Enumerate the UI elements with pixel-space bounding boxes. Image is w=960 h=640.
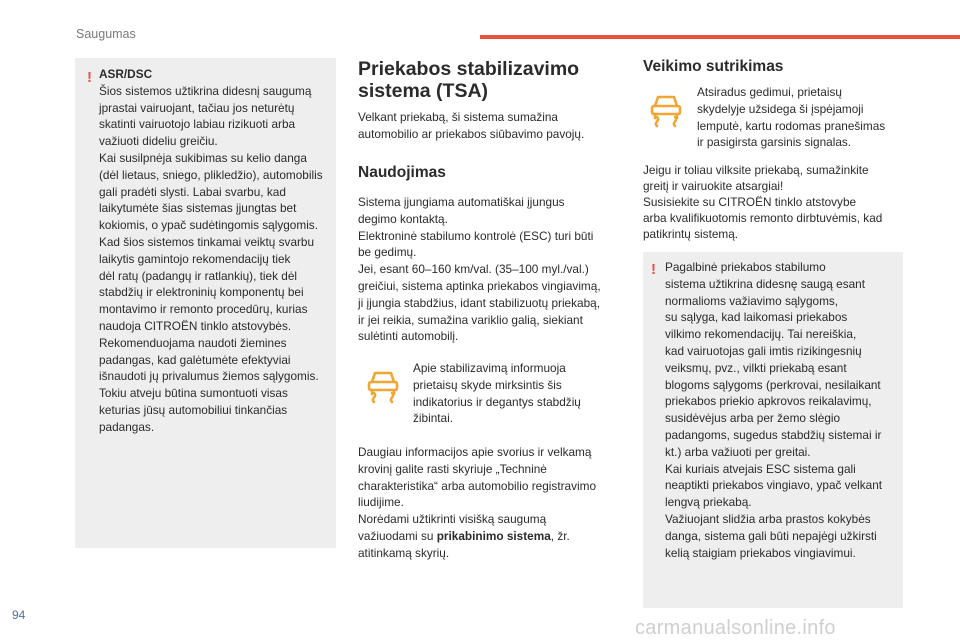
usage-text: Sistema įjungiama automatiškai įjungus degimo kontaktą. Elektroninė stabilumo kontrolė (ESC) turi būti be gedimų. Jei, esant 60–160 km/val. (35–100 myl./val.) greičiui, sistema aptinka priekabos vingiavimą, ji įjungia stabdžius, idant stabilizuotų priekabą, ir jei reikia, sumažina variklio galią, siekiant sulėtinti automobilį.	[358, 195, 601, 344]
malfunction-advice-text: Jeigu ir toliau vilksite priekabą, sumažinkite greitį ir vairuokite atsargiai! Susisiekite su CITROËN tinklo atstovybe arba kvalifikuotomis remonto dirbtuvėmis, kad patikrintų sistemą.	[643, 163, 883, 241]
more-info-end: , žr. atitinkamą skyrių.	[358, 528, 570, 560]
asr-dsc-warning-content	[99, 66, 331, 436]
malfunction-warning-lamp-icon	[649, 92, 683, 128]
towing-system-link-text: prikabinimo sistema	[436, 528, 551, 543]
malfunction-heading: Veikimo sutrikimas	[643, 58, 784, 75]
section-label: Saugumas	[76, 27, 136, 41]
tsa-section-title: Priekabos stabilizavimo sistema (TSA)	[358, 58, 580, 102]
header-accent-rule	[480, 35, 960, 39]
asr-dsc-warning-title: ASR/DSC	[99, 67, 153, 81]
watermark: carmanualsonline.info	[635, 617, 836, 639]
more-info-lead: Daugiau informacijos apie svorius ir velkamą krovinį galite rasti skyriuje „Techninė charakteristika“ arba automobilio registravimo liudijime. Norėdami užtikrinti visišką saugumą važiuodami su	[358, 445, 596, 543]
page-number: 94	[12, 608, 26, 622]
malfunction-text: Atsiradus gedimui, prietaisų skydelyje užsidega ši įspėjamoji lemputė, kartu rodomas pranešimas ir pasigirsta garsinis signalas.	[697, 85, 886, 150]
tsa-intro-text: Velkant priekabą, ši sistema sumažina automobilio ar priekabos siūbavimo pavojų.	[358, 110, 585, 141]
indicator-info-text: Apie stabilizavimą informuoja prietaisų skyde mirksintis šis indikatorius ir degantys stabdžių žibintai.	[413, 361, 581, 426]
trailer-stability-warning-body: Pagalbinė priekabos stabilumo sistema užtikrina didesnę saugą esant normalioms važiavimo sąlygoms, su sąlyga, kad laikomasi priekabos vilkimo rekomendacijų. Tai nereiškia, kad vairuotojas gali imtis rizikingesnių veiksmų, pvz., vilkti priekabą esant blogoms sąlygoms (perkrovai, nesilaikant priekabos priekio apkrovos reikalavimų, susidėvėjus arba per žemo slėgio padangoms, sugedus stabdžių sistemai ir kt.) arba važiuoti per greitai. Kai kuriais atvejais ESC sistema gali neaptikti priekabos vingiavo, ypač velkant lengvą priekabą. Važiuojant slidžia arba prastos kokybės danga, sistema gali būti nepajėgi užkirsti kelią staigiam priekabos vingiavimui.	[665, 260, 883, 560]
warning-exclamation-icon: !	[87, 69, 92, 86]
trailer-stability-warning-content	[665, 259, 901, 561]
trailer-stability-warning-box	[643, 252, 903, 608]
asr-dsc-warning-box	[75, 58, 336, 548]
usage-heading: Naudojimas	[358, 164, 446, 181]
warning-exclamation-icon: !	[651, 261, 656, 278]
asr-dsc-warning-body: Šios sistemos užtikrina didesnį saugumą jprastai vairuojant, tačiau jos neturėtų skatinti vairuotojo labiau rizikuoti arba važiuoti dideliu greičiu. Kai susilpnėja sukibimas su kelio danga (dėl lietaus, sniego, plikledžio), automobilis gali pradėti slysti. Labai svarbu, kad laikytumėte šias sistemas įjungtas bet kokiomis, o ypač sudėtingomis sąlygomis. Kad šios sistemos tinkamai veiktų svarbu laikytis gamintojo rekomendacijų tiek dėl ratų (padangų ir ratlankių), tiek dėl stabdžių ir elektroninių komponentų bei montavimo ir remonto procedūrų, kurias naudoja CITROËN tinklo atstovybės. Rekomenduojama naudoti žiemines padangas, kad galėtumėte efektyviai išnaudoti jų privalumus žiemos sąlygomis. Tokiu atveju būtina sumontuoti visas keturias jūsų automobiliui tinkančias padangas.	[99, 83, 323, 434]
esc-skid-car-icon	[366, 368, 400, 404]
more-info-text	[358, 444, 630, 562]
